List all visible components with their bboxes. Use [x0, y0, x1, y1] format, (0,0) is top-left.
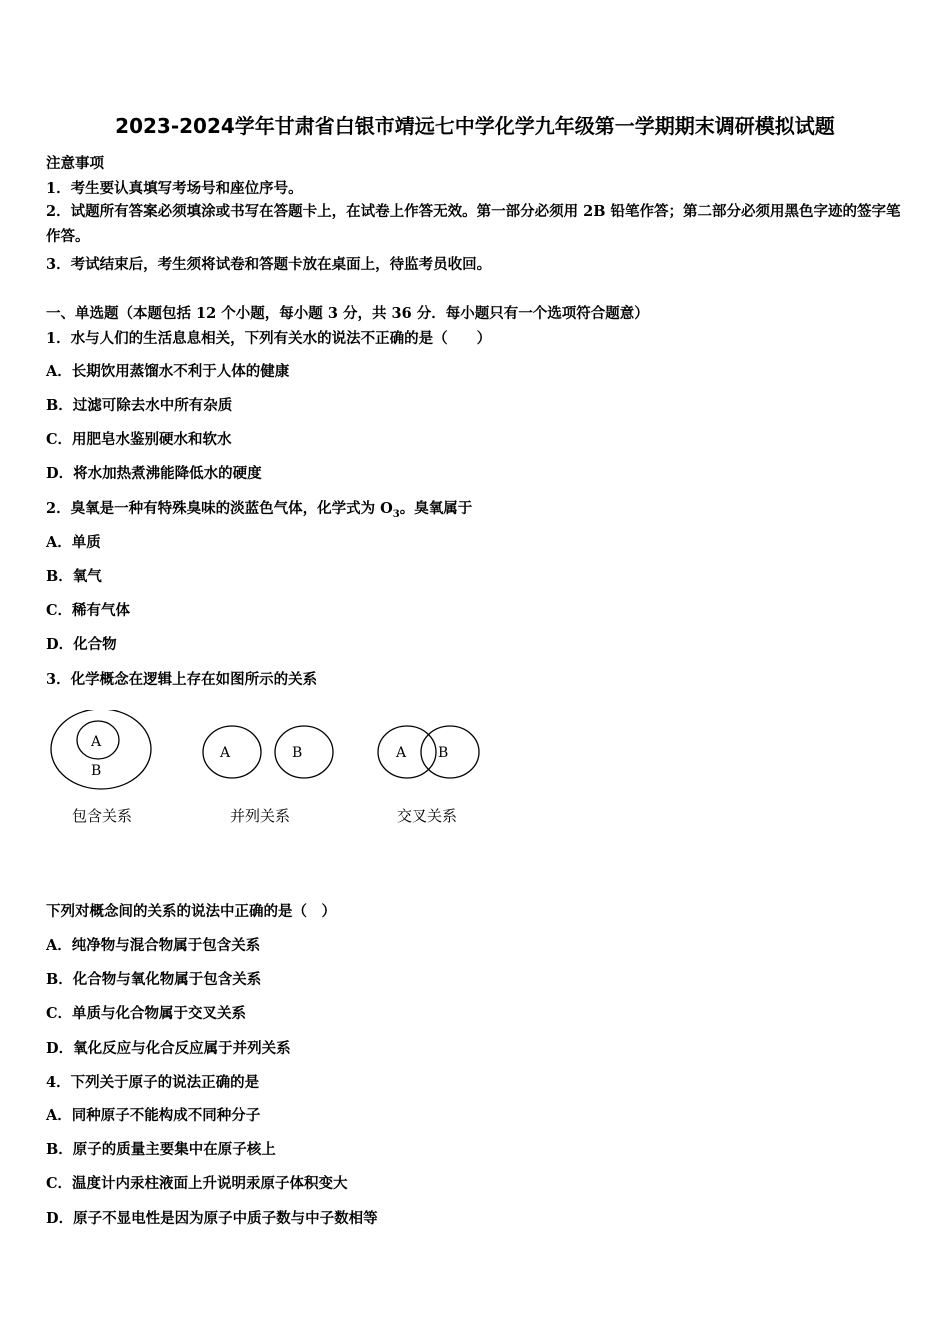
q3-question: 下列对概念间的关系的说法中正确的是（ ）: [46, 903, 336, 920]
q2-stem-subscript: 3: [392, 508, 400, 520]
q1-option-a: A．长期饮用蒸馏水不利于人体的健康: [46, 363, 290, 380]
parallel-relation: [203, 726, 333, 825]
q2-option-d: D．化合物: [46, 636, 117, 653]
q3-option-c: C．单质与化合物属于交叉关系: [46, 1005, 247, 1022]
q2-option-b: B．氧气: [46, 568, 102, 585]
q3-stem: 3．化学概念在逻辑上存在如图所示的关系: [46, 671, 318, 688]
contain-inner-label: A: [91, 734, 102, 750]
section-heading: 一、单选题（本题包括 12 个小题，每小题 3 分，共 36 分．每小题只有一个选项符合题意）: [46, 305, 649, 322]
q2-stem: [46, 497, 472, 520]
notice-item-3: 3．考试结束后，考生须将试卷和答题卡放在桌面上，待监考员收回。: [46, 256, 492, 273]
cross-relation: [378, 726, 479, 825]
q1-option-d: D．将水加热煮沸能降低水的硬度: [46, 465, 262, 482]
contain-relation: [51, 710, 151, 825]
q2-stem-pre: 2．臭氧是一种有特殊臭味的淡蓝色气体，化学式为 O: [46, 500, 393, 517]
q4-option-c: C．温度计内汞柱液面上升说明汞原子体积变大: [46, 1175, 348, 1192]
cross-circle-a: [378, 726, 436, 778]
cross-label-a: A: [396, 745, 407, 761]
q1-option-b: B．过滤可除去水中所有杂质: [46, 397, 233, 414]
cross-label-b: B: [438, 745, 449, 761]
q2-option-a: A．单质: [46, 534, 101, 551]
contain-outer-label: B: [91, 763, 102, 779]
q1-option-c: C．用肥皂水鉴别硬水和软水: [46, 431, 232, 448]
q4-option-d: D．原子不显电性是因为原子中质子数与中子数相等: [46, 1210, 378, 1227]
q1-stem: 1．水与人们的生活息息相关，下列有关水的说法不正确的是（ ）: [46, 330, 492, 347]
q4-stem: 4．下列关于原子的说法正确的是: [46, 1074, 260, 1091]
cross-circle-b: [421, 726, 479, 778]
relationship-diagram: [40, 710, 500, 840]
q3-option-d: D．氧化反应与化合反应属于并列关系: [46, 1040, 291, 1057]
contain-caption: 包含关系: [72, 807, 133, 825]
parallel-label-b: B: [292, 745, 303, 761]
parallel-circle-b: [275, 726, 333, 778]
q2-stem-post: 。臭氧属于: [399, 500, 473, 517]
notice-item-1: 1．考生要认真填写考场号和座位序号。: [46, 180, 303, 197]
parallel-label-a: A: [220, 745, 231, 761]
exam-title: 2023-2024学年甘肃省白银市靖远七中学化学九年级第一学期期末调研模拟试题: [115, 114, 835, 138]
notice-item-2: 2．试题所有答案必须填涂或书写在答题卡上，在试卷上作答无效。第一部分必须用 2B 铅笔作答；第二部分必须用黑色字迹的签字笔作答。: [46, 203, 901, 245]
q4-option-b: B．原子的质量主要集中在原子核上: [46, 1141, 276, 1158]
q3-option-b: B．化合物与氧化物属于包含关系: [46, 971, 262, 988]
q2-option-c: C．稀有气体: [46, 602, 131, 619]
parallel-circle-a: [203, 726, 261, 778]
q3-option-a: A．纯净物与混合物属于包含关系: [46, 937, 261, 954]
parallel-caption: 并列关系: [230, 807, 291, 825]
q4-option-a: A．同种原子不能构成不同种分子: [46, 1107, 261, 1124]
notice-heading: 注意事项: [46, 155, 104, 172]
cross-caption: 交叉关系: [397, 807, 458, 825]
